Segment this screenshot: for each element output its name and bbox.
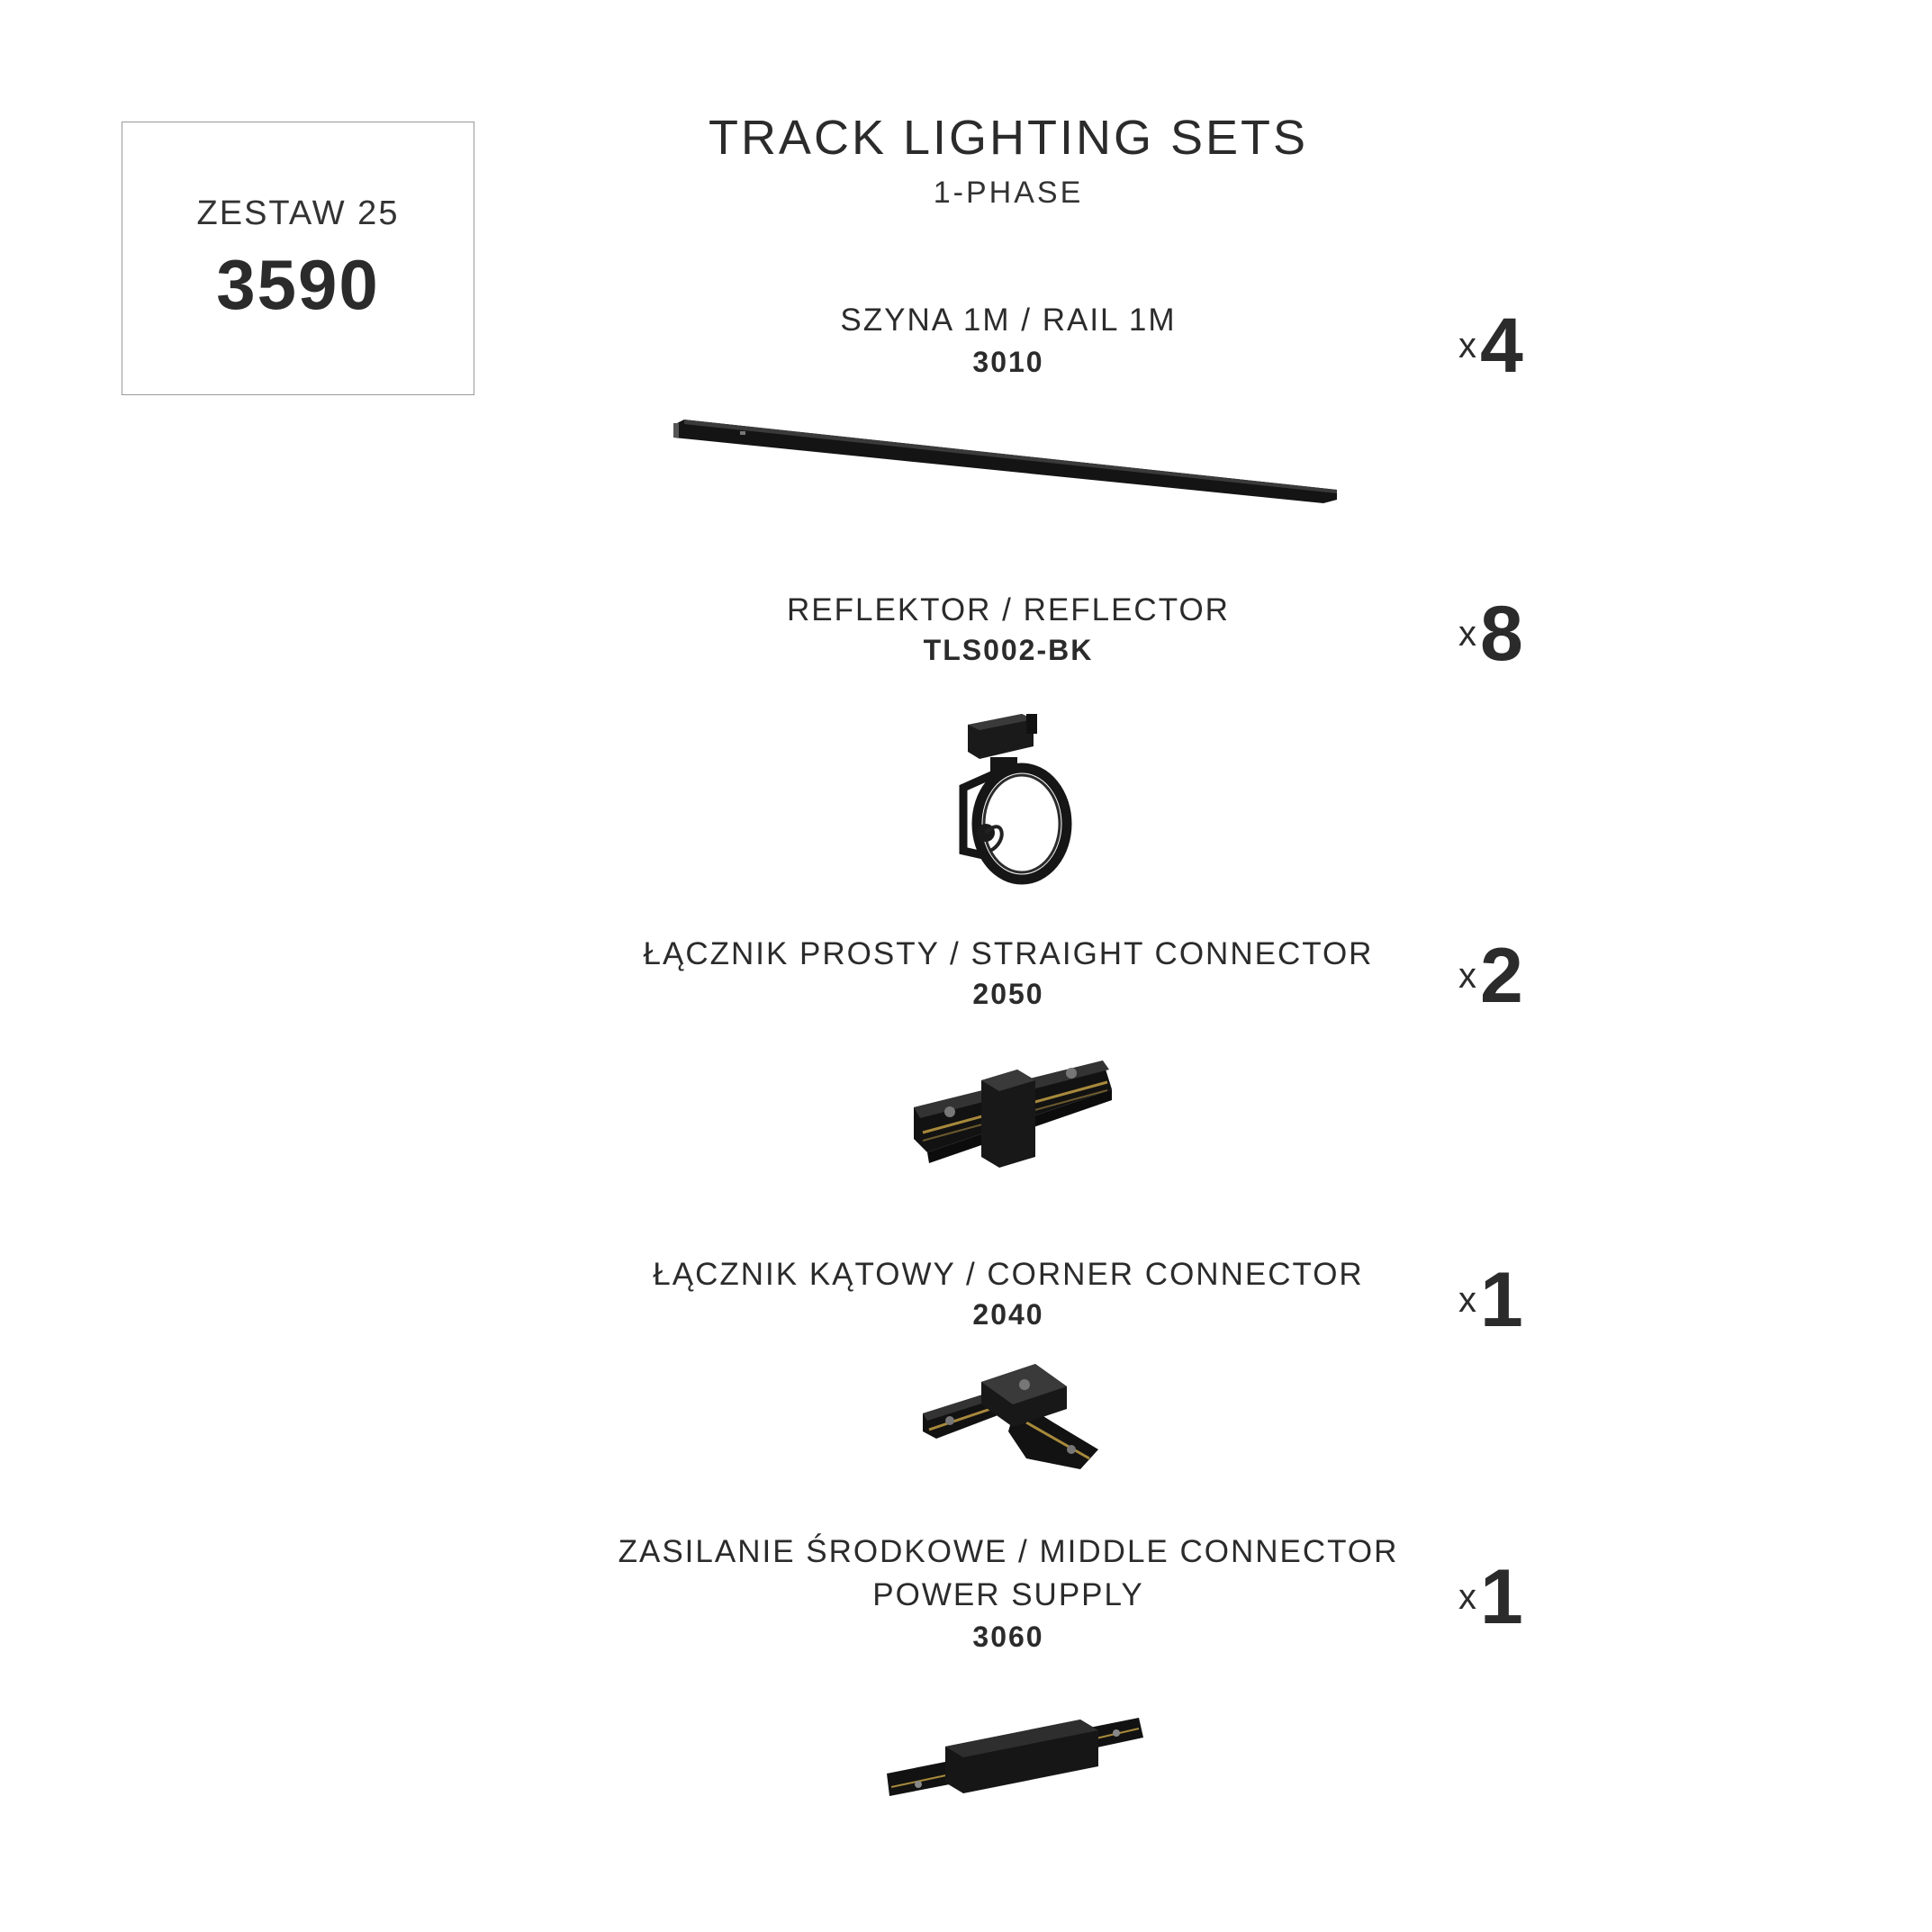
item-qty-corner-connector: x1: [1458, 1257, 1523, 1343]
item-name-middle-connector-line2: POWER SUPPLY: [872, 1577, 1144, 1612]
item-qty-rail: x4: [1458, 302, 1523, 389]
item-code-rail: 3010: [972, 346, 1044, 378]
item-qty-reflector: x8: [1458, 591, 1523, 677]
item-name-rail: SZYNA 1M / RAIL 1M: [840, 302, 1177, 338]
set-label: ZESTAW 25: [196, 194, 400, 232]
middle-connector-icon: [882, 1711, 1152, 1810]
item-code-reflector: TLS002-BK: [923, 634, 1094, 666]
item-name-middle-connector: ZASILANIE ŚRODKOWE / MIDDLE CONNECTOR: [618, 1534, 1399, 1569]
page-subtitle: 1-PHASE: [933, 176, 1084, 210]
item-code-corner-connector: 2040: [972, 1298, 1044, 1331]
item-name-corner-connector: ŁĄCZNIK KĄTOWY / CORNER CONNECTOR: [653, 1257, 1364, 1292]
item-code-straight-connector: 2050: [972, 978, 1044, 1010]
item-name-straight-connector: ŁĄCZNIK PROSTY / STRAIGHT CONNECTOR: [643, 936, 1374, 971]
item-qty-middle-connector: x1: [1458, 1554, 1523, 1640]
page-title: TRACK LIGHTING SETS: [708, 111, 1309, 165]
corner-connector-icon: [918, 1359, 1107, 1494]
spotlight-icon: [936, 707, 1071, 896]
item-code-middle-connector: 3060: [972, 1621, 1044, 1653]
item-qty-straight-connector: x2: [1458, 933, 1523, 1019]
straight-connector-icon: [909, 1053, 1116, 1188]
set-box: [122, 122, 474, 395]
set-number: 3590: [216, 245, 380, 324]
rail-icon: [666, 414, 1350, 504]
item-name-reflector: REFLEKTOR / REFLECTOR: [787, 592, 1230, 627]
